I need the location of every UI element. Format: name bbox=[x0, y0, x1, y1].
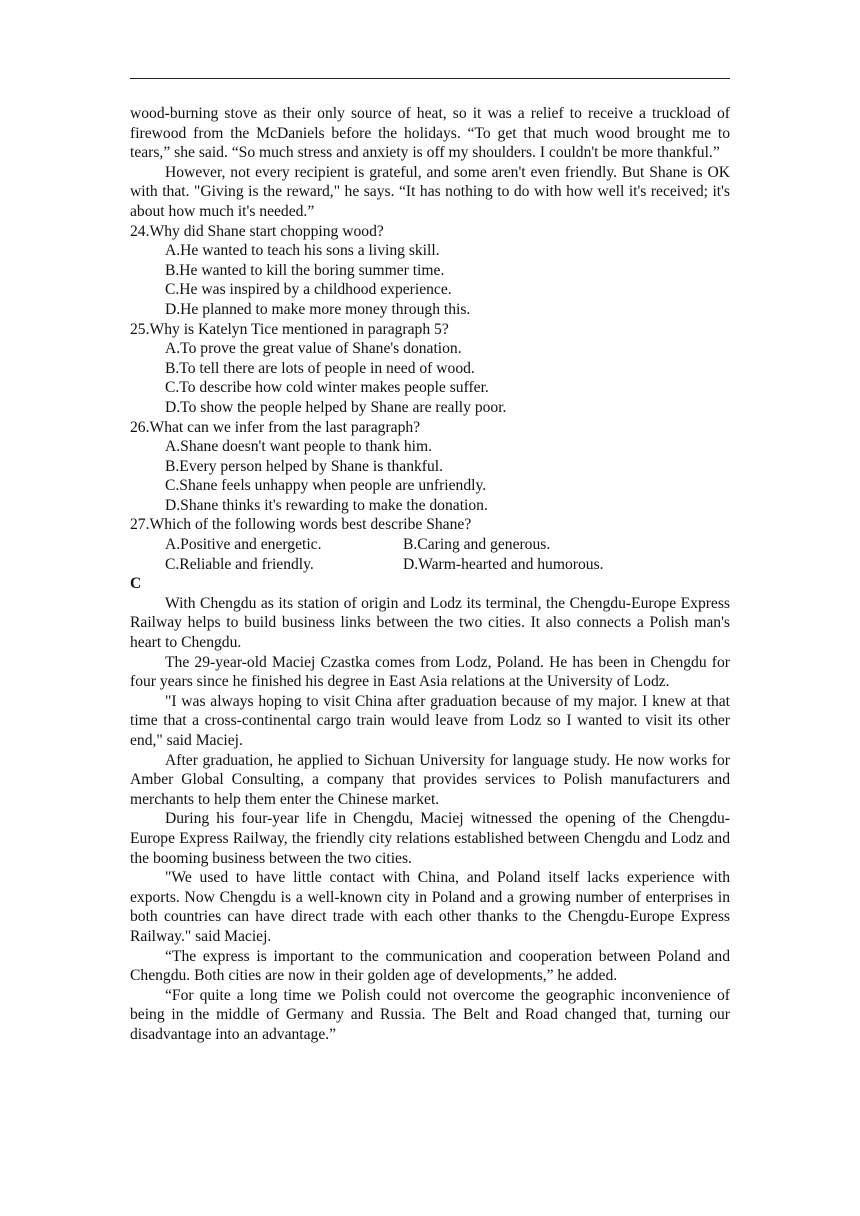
answer-option: B.Every person helped by Shane is thankful. bbox=[165, 457, 444, 475]
answer-option-row bbox=[130, 555, 730, 575]
passage-paragraph: During his four-year life in Chengdu, Maciej witnessed the opening of the Chengdu-Europe Express Railway, the friendly city relations established between Chengdu and Lodz and the booming business between the two cities. bbox=[130, 810, 730, 867]
answer-option: A.Shane doesn't want people to thank him. bbox=[165, 438, 432, 456]
answer-option: C.To describe how cold winter makes people suffer. bbox=[165, 379, 489, 397]
passage-paragraph: “For quite a long time we Polish could not overcome the geographic inconvenience of being in the middle of Germany and Russia. The Belt and Road changed that, turning our disadvantage into an advantage.” bbox=[130, 986, 730, 1043]
answer-option: A.Positive and energetic. bbox=[165, 536, 322, 554]
question-27 bbox=[130, 515, 730, 574]
passage-paragraph: wood-burning stove as their only source of heat, so it was a relief to receive a truckload of firewood from the McDaniels before the holidays. “To get that much wood brought me to tears,” she said. “So much stress and anxiety is off my shoulders. I couldn't be more thankful.” bbox=[130, 105, 730, 162]
answer-option: B.Caring and generous. bbox=[403, 536, 551, 554]
answer-option: D.To show the people helped by Shane are really poor. bbox=[165, 398, 507, 416]
section-heading: C bbox=[130, 575, 142, 593]
header-rule bbox=[130, 78, 730, 79]
answer-option: A.To prove the great value of Shane's donation. bbox=[165, 340, 462, 358]
question-stem: 24.Why did Shane start chopping wood? bbox=[130, 222, 384, 240]
question-26 bbox=[130, 418, 730, 516]
answer-option: B.To tell there are lots of people in need of wood. bbox=[165, 359, 475, 377]
answer-option: C.He was inspired by a childhood experience. bbox=[165, 281, 452, 299]
passage-paragraph: With Chengdu as its station of origin and Lodz its terminal, the Chengdu-Europe Express Railway helps to build business links between the two cities. It also connects a Polish man's heart to Chengdu. bbox=[130, 594, 730, 652]
question-stem: 25.Why is Katelyn Tice mentioned in paragraph 5? bbox=[130, 320, 449, 338]
answer-option: D.He planned to make more money through this. bbox=[165, 300, 471, 318]
document-body bbox=[130, 104, 730, 1045]
question-stem: 26.What can we infer from the last paragraph? bbox=[130, 418, 421, 436]
answer-option: A.He wanted to teach his sons a living skill. bbox=[165, 242, 440, 260]
answer-option: B.He wanted to kill the boring summer time. bbox=[165, 261, 445, 279]
answer-option: D.Warm-hearted and humorous. bbox=[403, 555, 604, 573]
answer-option: D.Shane thinks it's rewarding to make the donation. bbox=[165, 496, 488, 514]
answer-option: C.Reliable and friendly. bbox=[165, 555, 314, 573]
passage-paragraph: The 29-year-old Maciej Czastka comes from Lodz, Poland. He has been in Chengdu for four years since he finished his degree in East Asia relations at the University of Lodz. bbox=[130, 653, 730, 691]
passage-paragraph: “The express is important to the communication and cooperation between Poland and Chengdu. Both cities are now in their golden age of developments,” he added. bbox=[130, 947, 730, 985]
passage-paragraph: "I was always hoping to visit China after graduation because of my major. I knew at that time that a cross-continental cargo train would leave from Lodz so I wanted to visit its other end," said Maciej. bbox=[130, 692, 730, 749]
question-24 bbox=[130, 222, 730, 320]
question-stem: 27.Which of the following words best describe Shane? bbox=[130, 516, 472, 534]
passage-paragraph: However, not every recipient is grateful, and some aren't even friendly. But Shane is OK with that. "Giving is the reward," he says. “It has nothing to do with how well it's received; it's about how much it's needed.” bbox=[130, 163, 730, 220]
question-25 bbox=[130, 320, 730, 418]
passage-paragraph: "We used to have little contact with China, and Poland itself lacks experience with exports. Now Chengdu is a well-known city in Poland and a growing number of enterprises in both countries can have direct trade with each other thanks to the Chengdu-Europe Express Railway." said Maciej. bbox=[130, 869, 730, 945]
answer-option: C.Shane feels unhappy when people are unfriendly. bbox=[165, 477, 487, 495]
answer-option-row bbox=[130, 535, 730, 555]
passage-paragraph: After graduation, he applied to Sichuan University for language study. He now works for Amber Global Consulting, a company that provides services to Polish manufacturers and merchants to help them enter the Chinese market. bbox=[130, 751, 730, 808]
